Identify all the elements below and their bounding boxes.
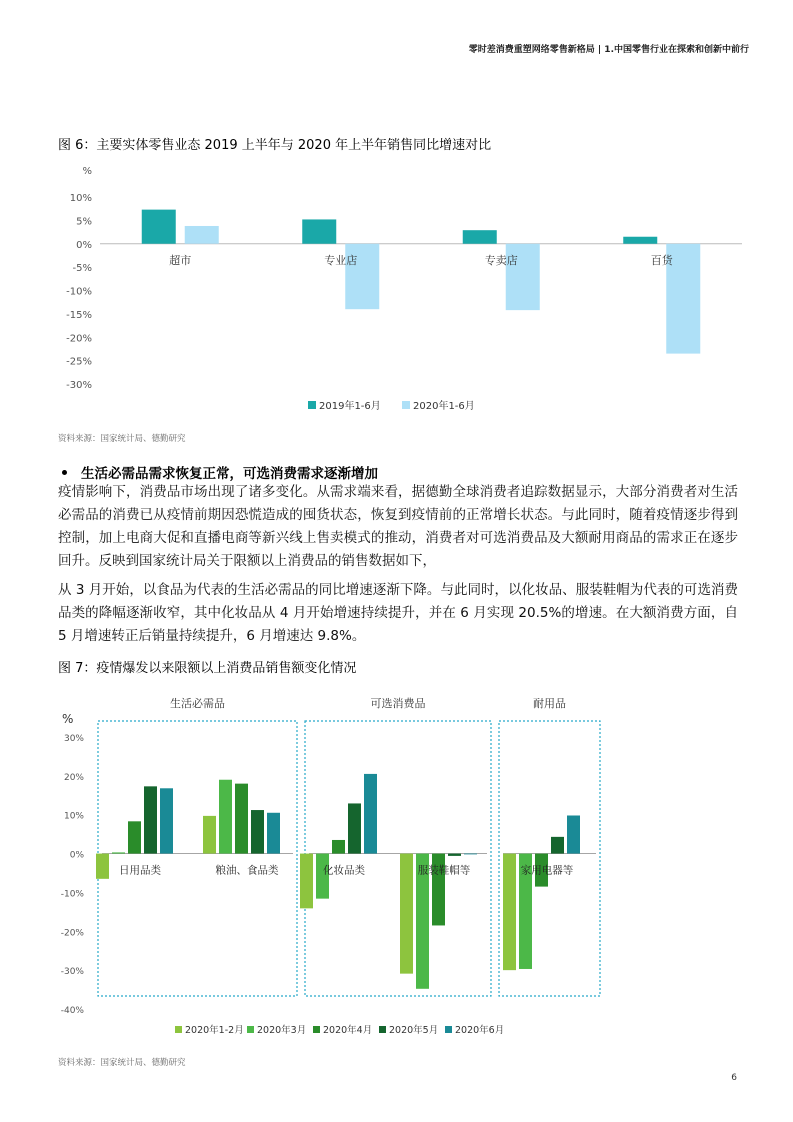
legend-swatch bbox=[313, 1026, 320, 1033]
legend-swatch bbox=[175, 1026, 182, 1033]
section-heading-text: 生活必需品需求恢复正常，可选消费需求逐渐增加 bbox=[81, 466, 378, 482]
legend-swatch bbox=[308, 401, 316, 409]
y-tick-label: -20% bbox=[66, 333, 92, 345]
page-header: 零时差消费重塑网络零售新格局 | 1.中国零售行业在探索和创新中前行 bbox=[468, 45, 749, 55]
y-tick-label: 0% bbox=[76, 239, 92, 251]
bar-2-1 bbox=[185, 226, 219, 244]
legend-swatch bbox=[402, 401, 410, 409]
bar-1-1 bbox=[142, 210, 176, 244]
paragraph-2: 从 3 月开始，以食品为代表的生活必需品的同比增速逐渐下降。与此同时，以化妆品、服装鞋帽为代表的可选消费品类的降幅逐渐收窄，其中化妆品从 4 月开始增速持续提升，并在 6 月实现 20.5%的增速。在大额消费方面，自 5 月增速转正后销量持续提升，6 月增速达 9.8%。 bbox=[58, 582, 738, 644]
y-tick-label: 5% bbox=[76, 216, 92, 228]
y-tick-label: 10% bbox=[63, 811, 84, 822]
figure6-title: 图 6：主要实体零售业态 2019 上半年与 2020 年上半年销售同比增速对比 bbox=[58, 138, 492, 153]
y-tick-label: -5% bbox=[72, 263, 92, 275]
y-tick-label: 20% bbox=[63, 772, 84, 783]
bar-2-1 bbox=[112, 852, 125, 853]
category-label: 服装鞋帽等 bbox=[417, 864, 471, 877]
bar-3-3 bbox=[332, 840, 345, 854]
group-panel bbox=[98, 721, 297, 996]
bar-3-2 bbox=[235, 784, 248, 854]
bar-4-1 bbox=[144, 786, 157, 853]
category-label: 超市 bbox=[169, 253, 192, 267]
group-label: 可选消费品 bbox=[370, 697, 426, 710]
figure6-source: 资料来源：国家统计局、德勤研究 bbox=[58, 434, 186, 444]
bar-3-1 bbox=[128, 821, 141, 853]
category-label: 家用电器等 bbox=[520, 864, 574, 877]
y-tick-label: -30% bbox=[66, 380, 92, 391]
y-unit-label: % bbox=[62, 712, 74, 726]
group-label: 生活必需品 bbox=[170, 697, 225, 710]
legend-swatch bbox=[379, 1026, 386, 1033]
y-tick-label: 30% bbox=[63, 734, 84, 744]
legend-swatch bbox=[445, 1026, 452, 1033]
y-tick-label: -10% bbox=[66, 286, 92, 298]
category-label: 专卖店 bbox=[484, 253, 518, 267]
legend-label: 2020年1-2月 bbox=[185, 1025, 244, 1036]
bar-5-4 bbox=[464, 854, 477, 855]
category-label: 化妆品类 bbox=[323, 864, 365, 877]
y-tick-label: -25% bbox=[66, 356, 92, 368]
bar-4-4 bbox=[448, 854, 461, 856]
bar-1-3 bbox=[463, 230, 497, 244]
bar-2-2 bbox=[219, 780, 232, 854]
legend-label: 2020年1-6月 bbox=[413, 401, 475, 412]
category-label: 粮油、食品类 bbox=[215, 864, 279, 877]
y-tick-label: 0% bbox=[69, 850, 84, 861]
bar-1-2 bbox=[203, 816, 216, 854]
bar-5-2 bbox=[267, 813, 280, 854]
y-tick-label: 10% bbox=[69, 193, 92, 204]
bar-4-3 bbox=[348, 803, 361, 853]
page-number: 6 bbox=[731, 1073, 737, 1083]
bar-4-2 bbox=[251, 810, 264, 854]
section-heading bbox=[58, 462, 378, 482]
bar-1-4 bbox=[400, 854, 413, 974]
figure7-source: 资料来源：国家统计局、德勤研究 bbox=[58, 1058, 186, 1068]
category-label: 日用品类 bbox=[119, 864, 161, 877]
group-panel bbox=[305, 721, 491, 996]
category-label: 百货 bbox=[650, 253, 673, 267]
bullet-icon bbox=[62, 470, 67, 475]
bar-1-1 bbox=[96, 854, 109, 879]
legend-label: 2019年1-6月 bbox=[319, 401, 381, 412]
bar-1-2 bbox=[302, 219, 336, 243]
y-tick-label: -15% bbox=[66, 309, 92, 321]
paragraph-1: 疫情影响下，消费品市场出现了诸多变化。从需求端来看，据德勤全球消费者追踪数据显示，大部分消费者对生活必需品的消费已从疫情前期因恐慌造成的囤货状态，恢复到疫情前的正常增长状态。与此同时，随着疫情逐步得到控制，加上电商大促和直播电商等新兴线上售卖模式的推动，消费者对可选消费品及大额耐用商品的需求正在逐步回升。反映到国家统计局关于限额以上消费品的销售数据如下， bbox=[58, 484, 738, 569]
y-tick-label: -10% bbox=[60, 889, 84, 900]
category-label: 专业店 bbox=[324, 253, 358, 267]
y-tick-label: -40% bbox=[60, 1006, 84, 1016]
bar-1-5 bbox=[503, 854, 516, 971]
bar-5-3 bbox=[364, 774, 377, 854]
legend-label: 2020年6月 bbox=[455, 1025, 505, 1036]
figure7-title: 图 7：疫情爆发以来限额以上消费品销售额变化情况 bbox=[58, 661, 357, 676]
y-tick-label: -20% bbox=[60, 928, 84, 939]
group-label: 耐用品 bbox=[533, 697, 566, 710]
y-tick-label: -30% bbox=[60, 967, 84, 978]
legend-label: 2020年4月 bbox=[323, 1025, 373, 1036]
figure6-chart bbox=[0, 160, 793, 425]
bar-4-5 bbox=[551, 837, 564, 854]
y-unit-label: % bbox=[82, 166, 92, 177]
bar-1-4 bbox=[623, 237, 657, 244]
legend-label: 2020年5月 bbox=[389, 1025, 439, 1036]
bar-5-5 bbox=[567, 815, 580, 853]
bar-1-3 bbox=[300, 854, 313, 909]
bar-5-1 bbox=[160, 788, 173, 853]
figure7-chart bbox=[0, 690, 793, 1045]
legend-label: 2020年3月 bbox=[257, 1025, 307, 1036]
legend-swatch bbox=[247, 1026, 254, 1033]
